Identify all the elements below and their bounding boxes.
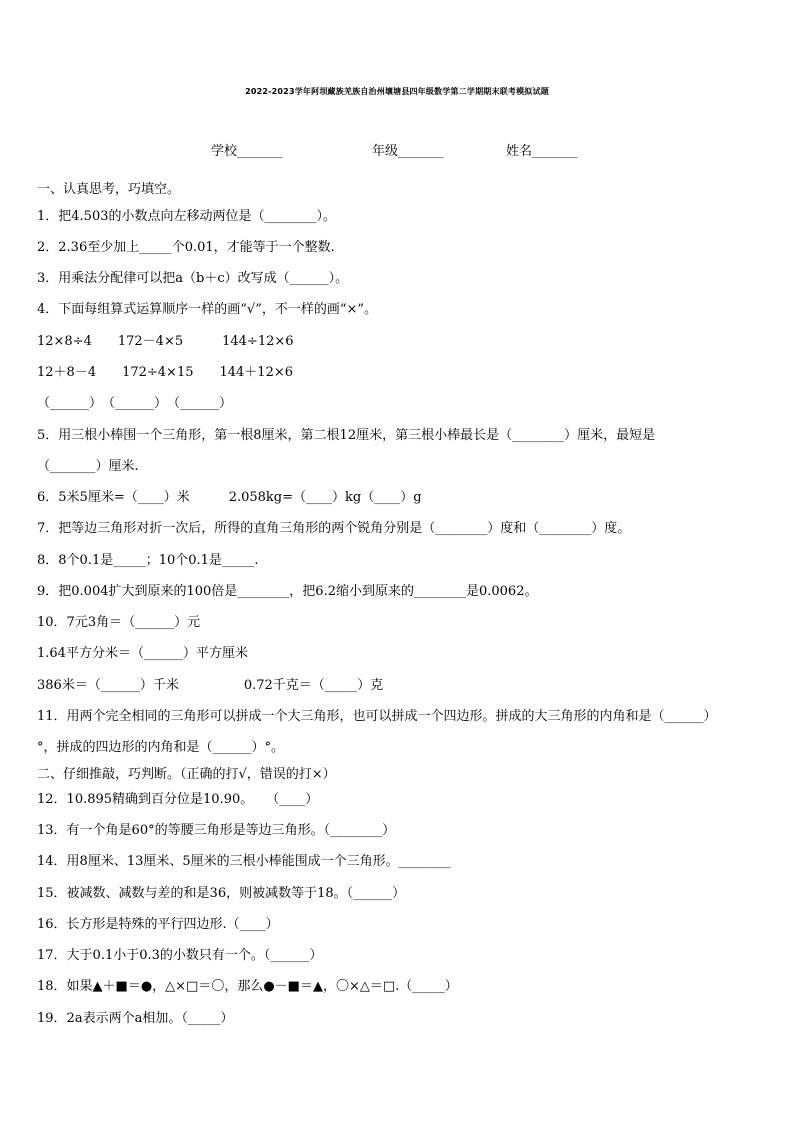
question-11-cont: °，拼成的四边形的内角和是（______）°。 (37, 740, 285, 755)
question-10-part-3: 386米＝（______）千米 0.72千克＝（_____）克 (37, 678, 384, 693)
question-5-cont: （_______）厘米. (37, 459, 139, 474)
question-9: 9．把0.004扩大到原来的100倍是________，把6.2缩小到原来的________是0.0062。 (37, 584, 538, 599)
question-10: 10．7元3角＝（______）元 (37, 615, 201, 630)
section-heading-2: 二、仔细推敲，巧判断。（正确的打√，错误的打×） (37, 767, 336, 782)
question-4: 4．下面每组算式运算顺序一样的画“√”，不一样的画“×”。 (37, 302, 378, 317)
question-12: 12．10.895精确到百分位是10.90。 （____） (37, 792, 319, 807)
page-title: 2022-2023学年阿坝藏族羌族自治州壤塘县四年级数学第二学期期末联考模拟试题 (245, 87, 549, 96)
question-15: 15．被减数、减数与差的和是36，则被减数等于18。（______） (37, 886, 406, 901)
question-1: 1．把4.503的小数点向左移动两位是（________）。 (37, 209, 336, 224)
question-16: 16．长方形是特殊的平行四边形.（____） (37, 917, 279, 932)
question-3: 3．用乘法分配律可以把a（b＋c）改写成（______）。 (37, 271, 349, 286)
question-10-part-2: 1.64平方分米＝（______）平方厘米 (37, 646, 248, 661)
question-4-row-2: 12＋8－4 172÷4×15 144＋12×6 (37, 365, 294, 380)
name-field: 姓名_______ (506, 144, 578, 159)
question-5: 5．用三根小棒围一个三角形，第一根8厘米，第二根12厘米，第三根小棒最长是（________）厘米，最短是 (37, 428, 656, 443)
question-4-row-1: 12×8÷4 172－4×5 144÷12×6 (37, 334, 294, 349)
question-7: 7．把等边三角形对折一次后，所得的直角三角形的两个锐角分别是（________）度和（________）度。 (37, 521, 631, 536)
question-2: 2．2.36至少加上_____个0.01，才能等于一个整数. (37, 240, 335, 255)
question-17: 17．大于0.1小于0.3的小数只有一个。（______） (37, 948, 323, 963)
question-8: 8．8个0.1是_____；10个0.1是_____. (37, 553, 259, 568)
question-18: 18．如果▲＋■＝●，△×□＝〇，那么●－■＝▲，〇×△＝□.（_____） (37, 979, 458, 994)
question-13: 13．有一个角是60°的等腰三角形是等边三角形。（________） (37, 823, 396, 838)
school-field: 学校_______ (211, 144, 283, 159)
section-heading-1: 一、认真思考，巧填空。 (37, 182, 181, 197)
question-4-answer-row: （______） （______） （______） (37, 396, 233, 411)
question-11: 11．用两个完全相同的三角形可以拼成一个大三角形，也可以拼成一个四边形。拼成的大三角形的内角和是（______） (37, 709, 717, 724)
grade-field: 年级_______ (372, 144, 444, 159)
question-19: 19．2a表示两个a相加。（_____） (37, 1011, 234, 1026)
question-6: 6．5米5厘米=（____）米 2.058kg=（____）kg（____）g (37, 490, 422, 505)
question-14: 14．用8厘米、13厘米、5厘米的三根小棒能围成一个三角形。________ (37, 854, 451, 869)
